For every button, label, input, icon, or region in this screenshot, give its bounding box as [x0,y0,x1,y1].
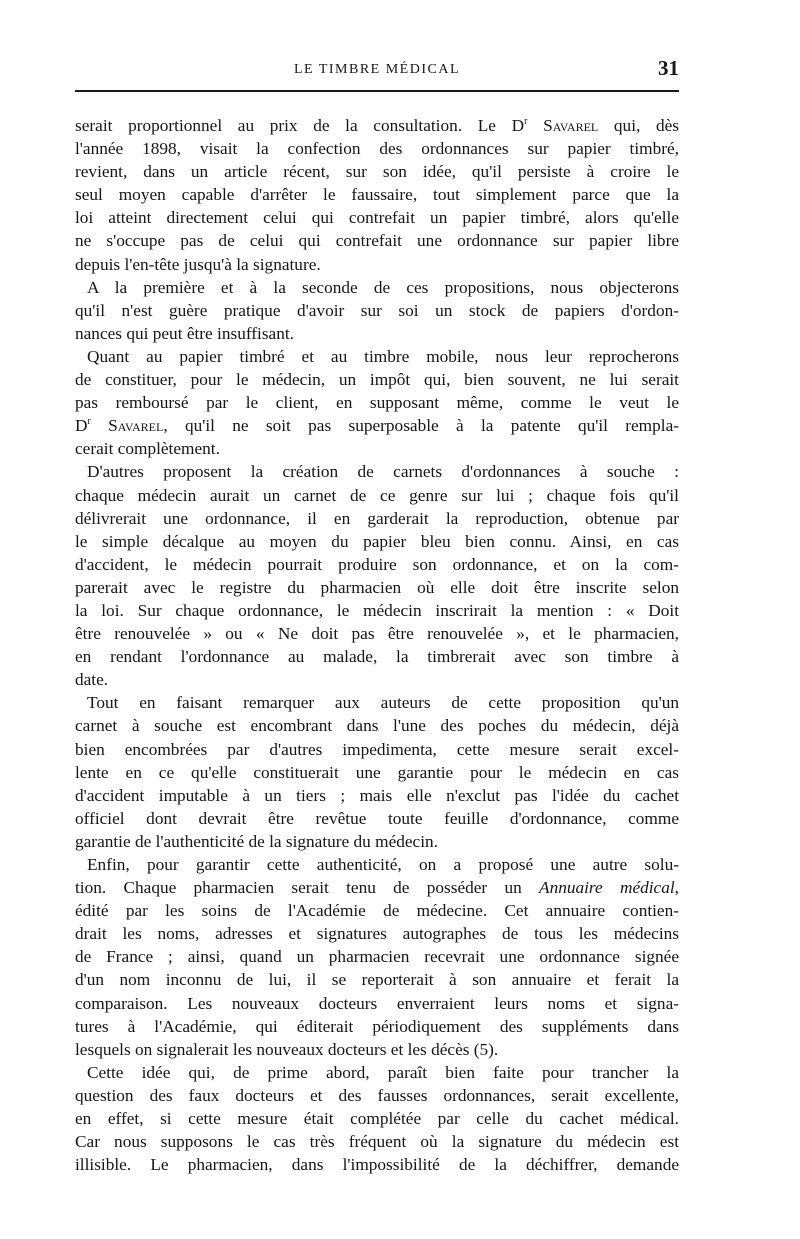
text-segment: de France ; ainsi, quand un pharmacien recevrait une ordonnance signée [75,947,679,967]
text-line [75,484,679,507]
text-segment: carnet à souche est encombrant dans l'une des poches du médecin, déjà [75,716,679,736]
text-segment: en rendant l'ordonnance au malade, la timbrerait avec son timbre à [75,647,679,667]
text-segment: chaque médecin aurait un carnet de ce genre sur lui ; chaque fois qu'il [75,485,679,505]
running-title: LE TIMBRE MÉDICAL [293,62,460,77]
text-segment: question des faux docteurs et des fausses ordonnances, serait excellente, [75,1085,679,1105]
text-segment: garantie de l'authenticité de la signature du médecin. [75,831,438,851]
text-line [75,229,679,252]
text-line [75,876,679,899]
text-segment: parerait avec le registre du pharmacien où elle doit être inscrite selon [75,577,679,597]
text-segment: d'accident, le médecin pourrait produire son ordonnance, et on la com- [75,554,679,574]
author-name: Savarel [108,416,164,436]
text-line [75,830,679,853]
text-line [75,714,679,737]
text-line [75,807,679,830]
text-line [75,1015,679,1038]
text-segment [91,416,108,435]
text-segment: bien encombrées par d'autres impedimenta, cette mesure serait excel- [75,739,679,759]
text-line [75,691,679,714]
text-line [75,414,679,437]
text-segment: officiel dont devrait être revêtue toute feuille d'ordonnance, comme [75,808,679,828]
text-segment: d'accident imputable à un tiers ; mais elle n'exclut pas l'idée du cachet [75,785,679,805]
text-segment: le simple décalque au moyen du papier bleu bien connu. Ainsi, en cas [75,531,679,551]
superscript: r [87,416,91,428]
text-segment: cerait complètement. [75,439,220,459]
text-line [75,1038,679,1061]
text-segment: nances qui peut être insuffisant. [75,323,294,343]
text-segment: seul moyen capable d'arrêter le faussaire, tout simplement parce que la [75,185,679,205]
text-line [75,437,679,460]
text-segment: , [674,878,679,898]
author-name: Savarel [543,116,599,135]
text-line [75,1153,679,1176]
text-line [75,253,679,276]
text-line [75,530,679,553]
text-segment: tion. Chaque pharmacien serait tenu de posséder un [75,878,540,898]
text-line [75,299,679,322]
text-segment: édité par les soins de l'Académie de médecine. Cet annuaire contien- [75,901,679,921]
text-line [75,992,679,1015]
italic-title: Annuaire médical [539,878,675,898]
text-segment: lente en ce qu'elle constituerait une garantie pour le médecin en cas [75,762,679,782]
text-line [75,784,679,807]
text-line [75,391,679,414]
text-line [75,345,679,368]
text-segment: Enfin, pour garantir cette authenticité, on a proposé une autre solu- [87,855,679,874]
text-line [75,1084,679,1107]
text-segment: être renouvelée » ou « Ne doit pas être renouvelée », et le pharmacien, [75,624,679,644]
text-line [75,899,679,922]
text-line [75,738,679,761]
text-segment: en effet, si cette mesure était complétée par celle du cachet médical. [75,1109,679,1129]
text-segment: lesquels on signalerait les nouveaux docteurs et les décès (5). [75,1039,499,1059]
text-line [75,507,679,530]
text-line [75,368,679,391]
text-segment: Car nous supposons le cas très fréquent où la signature du médecin est [75,1132,679,1152]
text-line [75,922,679,945]
text-line [75,160,679,183]
text-segment: de constituer, pour le médecin, un impôt qui, bien souvent, ne lui serait [75,370,679,390]
text-segment: , qu'il ne soit pas superposable à la patente qu'il rempla- [163,416,679,436]
text-segment: D'autres proposent la création de carnets d'ordonnances à souche : [87,462,679,482]
text-line [75,183,679,206]
text-segment: pas remboursé par le client, en supposant même, comme le veut le [75,393,679,413]
text-body [75,114,679,1176]
text-segment: ne s'occupe pas de celui qui contrefait une ordonnance sur papier libre [75,231,679,251]
text-line [75,206,679,229]
text-line [75,622,679,645]
text-line [75,968,679,991]
text-line [75,553,679,576]
text-segment: délivrerait une ordonnance, il en garderait la reproduction, obtenue par [75,508,679,528]
text-segment: loi atteint directement celui qui contrefait un papier timbré, alors qu'elle [75,208,679,228]
text-line [75,668,679,691]
text-segment: date. [75,670,109,690]
text-line [75,1107,679,1130]
text-segment: serait proportionnel au prix de la consultation. Le D [75,116,525,135]
text-line [75,1061,679,1084]
page-number: 31 [658,56,679,80]
text-line [75,576,679,599]
text-segment: tures à l'Académie, qui éditerait périodiquement des suppléments dans [75,1016,679,1036]
text-line [75,599,679,622]
text-line [75,114,679,137]
text-segment: d'un nom inconnu de lui, il se reporterait à son annuaire et ferait la [75,970,679,990]
superscript: r [524,116,528,128]
text-segment: Tout en faisant remarquer aux auteurs de cette proposition qu'un [87,693,679,713]
text-line [75,853,679,876]
text-segment: qui, dès [598,116,679,135]
text-segment: drait les noms, adresses et signatures autographes de tous les médecins [75,924,679,944]
text-line [75,945,679,968]
text-segment: illisible. Le pharmacien, dans l'impossibilité de la déchiffrer, demande [75,1155,679,1175]
text-line [75,1130,679,1153]
text-segment [527,116,543,135]
page-header [75,52,679,92]
text-segment: comparaison. Les nouveaux docteurs enverraient leurs noms et signa- [75,993,679,1013]
text-segment: A la première et à la seconde de ces propositions, nous objecterons [87,277,679,297]
text-line [75,460,679,483]
text-segment: l'année 1898, visait la confection des ordonnances sur papier timbré, [75,139,679,159]
text-segment: qu'il n'est guère pratique d'avoir sur soi un stock de papiers d'ordon- [75,300,679,320]
text-segment: Cette idée qui, de prime abord, paraît bien faite pour trancher la [87,1062,679,1082]
text-line [75,645,679,668]
text-segment: depuis l'en-tête jusqu'à la signature. [75,254,321,274]
text-line [75,761,679,784]
text-line [75,322,679,345]
text-segment: Quant au papier timbré et au timbre mobile, nous leur reprocherons [87,346,679,366]
text-segment: la loi. Sur chaque ordonnance, le médecin inscrirait la mention : « Doit [75,600,679,620]
text-line [75,137,679,160]
text-segment: revient, dans un article récent, sur son idée, qu'il persiste à croire le [75,162,679,182]
text-segment: D [75,416,88,436]
text-line [75,276,679,299]
